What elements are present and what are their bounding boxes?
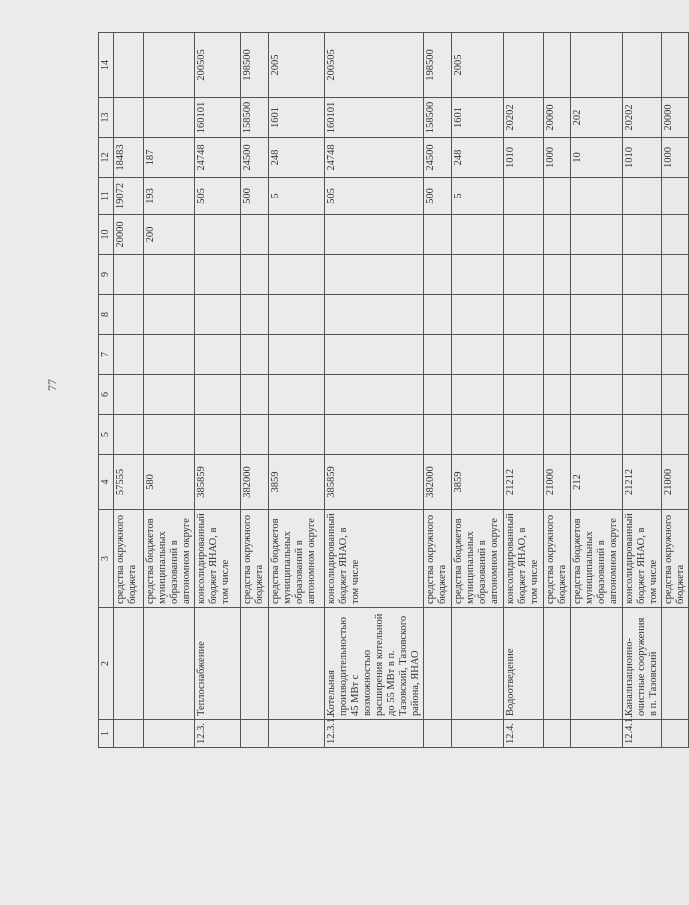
value-cell: 20000: [114, 215, 144, 255]
value-cell: 3859: [452, 455, 504, 510]
value-cell: [452, 295, 504, 335]
value-cell: [114, 375, 144, 415]
value-cell: [452, 255, 504, 295]
col-number: 2: [99, 608, 114, 720]
value-cell: [623, 215, 662, 255]
header-row: [99, 33, 114, 748]
col-number: 14: [99, 33, 114, 98]
value-cell: 200: [144, 215, 195, 255]
value-cell: [504, 295, 544, 335]
value-cell: [452, 335, 504, 375]
value-cell: 158500: [241, 98, 269, 138]
value-cell: [662, 295, 689, 335]
value-cell: [623, 295, 662, 335]
value-cell: [571, 215, 623, 255]
funding-source: консолидированный бюджет ЯНАО, в том числе: [504, 510, 544, 608]
value-cell: [544, 215, 571, 255]
value-cell: 500: [424, 178, 452, 215]
col-number: 5: [99, 415, 114, 455]
value-cell: 57555: [114, 455, 144, 510]
value-cell: 5: [452, 178, 504, 215]
value-cell: 24748: [325, 138, 424, 178]
value-cell: [504, 255, 544, 295]
object-name: [144, 608, 195, 720]
value-cell: 193: [144, 178, 195, 215]
value-cell: 212: [571, 455, 623, 510]
object-name: Котельная производительностью 45 МВт с возможностью расширения котельной до 55 МВт в п. Тазовский, Тазовского района, ЯНАО: [325, 608, 424, 720]
funding-source: средства окружного бюджета: [544, 510, 571, 608]
value-cell: 158500: [424, 98, 452, 138]
value-cell: 385859: [195, 455, 241, 510]
value-cell: [623, 335, 662, 375]
value-cell: [662, 215, 689, 255]
value-cell: [144, 335, 195, 375]
value-cell: [269, 375, 325, 415]
row-code: [114, 720, 144, 748]
row-code: 12.4.: [504, 720, 544, 748]
object-name: [424, 608, 452, 720]
col-number: 6: [99, 375, 114, 415]
table-row: [571, 33, 623, 748]
value-cell: [571, 33, 623, 98]
funding-source: средства бюджетов муниципальных образований в автономном округе: [571, 510, 623, 608]
value-cell: [195, 375, 241, 415]
value-cell: [195, 255, 241, 295]
value-cell: 385859: [325, 455, 424, 510]
value-cell: [195, 295, 241, 335]
value-cell: 19072: [114, 178, 144, 215]
table-row: [662, 33, 689, 748]
value-cell: [144, 415, 195, 455]
value-cell: 21212: [504, 455, 544, 510]
value-cell: 1601: [269, 98, 325, 138]
value-cell: [269, 415, 325, 455]
funding-source: средства окружного бюджета: [662, 510, 689, 608]
value-cell: 160101: [195, 98, 241, 138]
value-cell: [424, 375, 452, 415]
value-cell: [544, 178, 571, 215]
funding-source: средства окружного бюджета: [424, 510, 452, 608]
row-code: 12.3.: [195, 720, 241, 748]
value-cell: [114, 295, 144, 335]
value-cell: 1601: [452, 98, 504, 138]
value-cell: [144, 255, 195, 295]
value-cell: [544, 295, 571, 335]
value-cell: [544, 335, 571, 375]
value-cell: 382000: [241, 455, 269, 510]
value-cell: 1010: [504, 138, 544, 178]
value-cell: 160101: [325, 98, 424, 138]
value-cell: [662, 375, 689, 415]
table-row: [623, 33, 662, 748]
value-cell: [623, 375, 662, 415]
value-cell: [452, 375, 504, 415]
value-cell: [241, 295, 269, 335]
value-cell: [544, 33, 571, 98]
row-code: [571, 720, 623, 748]
value-cell: [144, 295, 195, 335]
value-cell: [325, 375, 424, 415]
table-row: [195, 33, 241, 748]
value-cell: 10: [571, 138, 623, 178]
value-cell: 580: [144, 455, 195, 510]
funding-source: средства окружного бюджета: [241, 510, 269, 608]
object-name: [544, 608, 571, 720]
value-cell: [623, 33, 662, 98]
value-cell: 500: [241, 178, 269, 215]
row-code: [544, 720, 571, 748]
col-number: 3: [99, 510, 114, 608]
value-cell: [241, 215, 269, 255]
value-cell: [195, 415, 241, 455]
value-cell: [623, 178, 662, 215]
value-cell: [325, 295, 424, 335]
funding-source: средства бюджетов муниципальных образований в автономном округе: [144, 510, 195, 608]
funding-source: средства бюджетов муниципальных образований в автономном округе: [269, 510, 325, 608]
row-code: [241, 720, 269, 748]
col-number: 4: [99, 455, 114, 510]
object-name: [269, 608, 325, 720]
value-cell: [144, 98, 195, 138]
value-cell: 21000: [662, 455, 689, 510]
value-cell: [662, 335, 689, 375]
value-cell: [241, 375, 269, 415]
value-cell: 198500: [241, 33, 269, 98]
value-cell: [571, 178, 623, 215]
row-code: [144, 720, 195, 748]
funding-source: средства окружного бюджета: [114, 510, 144, 608]
value-cell: [571, 375, 623, 415]
value-cell: 248: [452, 138, 504, 178]
value-cell: [504, 215, 544, 255]
value-cell: 2005: [269, 33, 325, 98]
value-cell: 1010: [623, 138, 662, 178]
value-cell: [424, 295, 452, 335]
row-code: [269, 720, 325, 748]
value-cell: [424, 215, 452, 255]
col-number: 13: [99, 98, 114, 138]
object-name: Водоотведение: [504, 608, 544, 720]
budget-table: [98, 32, 689, 748]
col-number: 9: [99, 255, 114, 295]
value-cell: 505: [195, 178, 241, 215]
value-cell: 20000: [544, 98, 571, 138]
value-cell: 2005: [452, 33, 504, 98]
object-name: [114, 608, 144, 720]
row-code: [452, 720, 504, 748]
col-number: 8: [99, 295, 114, 335]
object-name: Теплоснабжение: [195, 608, 241, 720]
value-cell: [325, 335, 424, 375]
value-cell: 18483: [114, 138, 144, 178]
value-cell: 20000: [662, 98, 689, 138]
value-cell: [269, 335, 325, 375]
table-row: [325, 33, 424, 748]
value-cell: 505: [325, 178, 424, 215]
table-row: [269, 33, 325, 748]
value-cell: [504, 178, 544, 215]
value-cell: 200505: [325, 33, 424, 98]
object-name: Канализационно-очистные сооружения в п. Тазовский: [623, 608, 662, 720]
value-cell: [544, 375, 571, 415]
value-cell: [452, 215, 504, 255]
table-row: [504, 33, 544, 748]
row-code: 12.4.1.: [623, 720, 662, 748]
value-cell: 1000: [544, 138, 571, 178]
value-cell: [662, 255, 689, 295]
row-code: [662, 720, 689, 748]
value-cell: [269, 255, 325, 295]
value-cell: [325, 215, 424, 255]
funding-source: средства бюджетов муниципальных образований в автономном округе: [452, 510, 504, 608]
col-number: 12: [99, 138, 114, 178]
value-cell: 200505: [195, 33, 241, 98]
value-cell: [662, 178, 689, 215]
value-cell: [144, 375, 195, 415]
value-cell: [571, 255, 623, 295]
value-cell: [144, 33, 195, 98]
value-cell: 20202: [504, 98, 544, 138]
value-cell: [241, 335, 269, 375]
value-cell: 382000: [424, 455, 452, 510]
value-cell: 24748: [195, 138, 241, 178]
value-cell: [504, 335, 544, 375]
value-cell: [662, 415, 689, 455]
value-cell: [114, 335, 144, 375]
value-cell: 3859: [269, 455, 325, 510]
table-row: [544, 33, 571, 748]
value-cell: [504, 33, 544, 98]
value-cell: [424, 335, 452, 375]
col-number: 10: [99, 215, 114, 255]
object-name: [241, 608, 269, 720]
row-code: [424, 720, 452, 748]
funding-source: консолидированный бюджет ЯНАО, в том числе: [623, 510, 662, 608]
value-cell: [325, 415, 424, 455]
object-name: [571, 608, 623, 720]
table-row: [114, 33, 144, 748]
object-name: [662, 608, 689, 720]
value-cell: [269, 215, 325, 255]
col-number: 11: [99, 178, 114, 215]
value-cell: 21212: [623, 455, 662, 510]
value-cell: 20202: [623, 98, 662, 138]
table-row: [241, 33, 269, 748]
value-cell: [241, 415, 269, 455]
value-cell: [544, 255, 571, 295]
funding-source: консолидированный бюджет ЯНАО, в том числе: [195, 510, 241, 608]
value-cell: 21000: [544, 455, 571, 510]
value-cell: [241, 255, 269, 295]
value-cell: [623, 255, 662, 295]
value-cell: [662, 33, 689, 98]
value-cell: [269, 295, 325, 335]
value-cell: [623, 415, 662, 455]
value-cell: [504, 415, 544, 455]
page-number: 77: [45, 379, 59, 391]
table-row: [452, 33, 504, 748]
value-cell: 5: [269, 178, 325, 215]
value-cell: [114, 255, 144, 295]
rotated-table-container: [98, 33, 686, 748]
col-number: 7: [99, 335, 114, 375]
value-cell: [114, 33, 144, 98]
value-cell: [571, 295, 623, 335]
value-cell: 202: [571, 98, 623, 138]
value-cell: [195, 215, 241, 255]
value-cell: 1000: [662, 138, 689, 178]
row-code: 12.3.1.: [325, 720, 424, 748]
value-cell: [325, 255, 424, 295]
value-cell: [571, 415, 623, 455]
value-cell: 198500: [424, 33, 452, 98]
value-cell: [195, 335, 241, 375]
value-cell: [424, 255, 452, 295]
value-cell: 24500: [241, 138, 269, 178]
value-cell: [114, 98, 144, 138]
value-cell: 248: [269, 138, 325, 178]
table-row: [144, 33, 195, 748]
value-cell: [544, 415, 571, 455]
value-cell: 187: [144, 138, 195, 178]
value-cell: [504, 375, 544, 415]
table-row: [424, 33, 452, 748]
funding-source: консолидированный бюджет ЯНАО, в том числе: [325, 510, 424, 608]
value-cell: [424, 415, 452, 455]
value-cell: [114, 415, 144, 455]
col-number: 1: [99, 720, 114, 748]
value-cell: [571, 335, 623, 375]
value-cell: 24500: [424, 138, 452, 178]
value-cell: [452, 415, 504, 455]
object-name: [452, 608, 504, 720]
